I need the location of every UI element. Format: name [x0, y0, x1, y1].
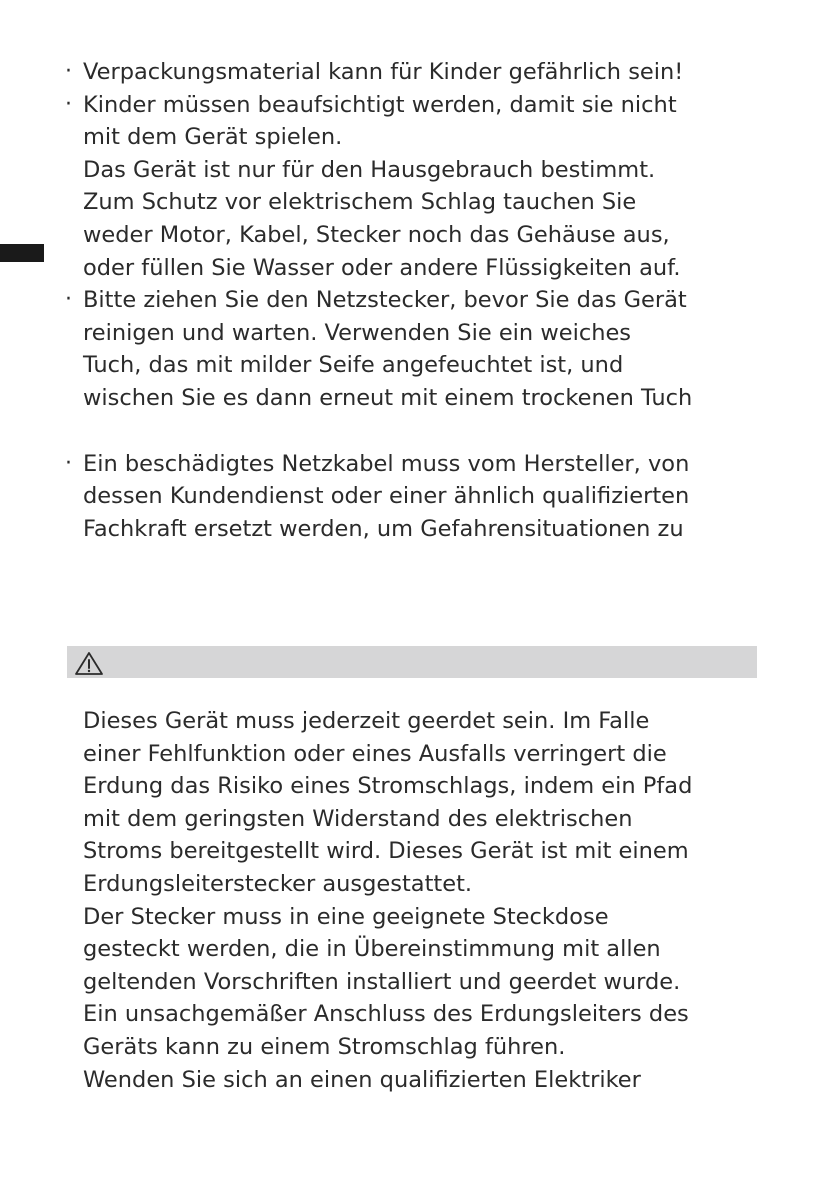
language-tab-marker	[0, 244, 44, 262]
text-line: weder Motor, Kabel, Stecker noch das Gehäuse aus,	[83, 221, 670, 248]
text-line: Zum Schutz vor elektrischem Schlag tauchen Sie	[83, 189, 637, 216]
text-line: Ein beschädigtes Netzkabel muss vom Hersteller, von	[83, 450, 690, 477]
text-line: mit dem geringsten Widerstand des elektrischen	[83, 805, 633, 832]
text-line: mit dem Gerät spielen.	[83, 124, 343, 151]
bullet-dot: ·	[65, 59, 72, 84]
bullet-item	[62, 448, 782, 546]
text-line: Wenden Sie sich an einen qualifizierten Elektriker	[83, 1066, 641, 1093]
text-line: dessen Kundendienst oder einer ähnlich qualifizierten	[83, 483, 690, 510]
text-line: Verpackungsmaterial kann für Kinder gefährlich sein!	[83, 59, 684, 85]
bullet-dot: ·	[65, 450, 72, 476]
bullet-dot: ·	[65, 91, 72, 117]
grounding-warning-text	[83, 705, 783, 1096]
text-line: Geräts kann zu einem Stromschlag führen.	[83, 1033, 566, 1060]
text-line: Stroms bereitgestellt wird. Dieses Gerät ist mit einem	[83, 838, 689, 865]
text-line: Dieses Gerät muss jederzeit geerdet sein. Im Falle	[83, 708, 650, 734]
bullet-item	[62, 89, 782, 285]
warning-triangle-icon	[73, 650, 105, 676]
text-line: Tuch, das mit milder Seife angefeuchtet ist, und	[83, 352, 624, 379]
bullet-dot: ·	[65, 287, 72, 313]
text-line: Das Gerät ist nur für den Hausgebrauch bestimmt.	[83, 156, 656, 183]
text-line: Bitte ziehen Sie den Netzstecker, bevor Sie das Gerät	[83, 287, 687, 314]
text-line: gesteckt werden, die in Übereinstimmung mit allen	[83, 936, 661, 963]
bullet-item	[62, 284, 782, 414]
bullet-item	[62, 56, 782, 89]
text-line: geltenden Vorschriften installiert und geerdet wurde.	[83, 968, 681, 995]
text-line: Erdung das Risiko eines Stromschlags, indem ein Pfad	[83, 773, 693, 800]
text-line: Der Stecker muss in eine geeignete Steckdose	[83, 903, 609, 930]
text-line: einer Fehlfunktion oder eines Ausfalls verringert die	[83, 740, 667, 767]
text-line: wischen Sie es dann erneut mit einem trockenen Tuch	[83, 384, 693, 411]
text-line: Erdungsleiterstecker ausgestattet.	[83, 870, 473, 897]
text-line: Ein unsachgemäßer Anschluss des Erdungsleiters des	[83, 1001, 689, 1028]
text-line: reinigen und warten. Verwenden Sie ein weiches	[83, 319, 632, 346]
warning-header-bar	[67, 646, 757, 678]
text-line: Fachkraft ersetzt werden, um Gefahrensituationen zu	[83, 515, 684, 542]
text-line: oder füllen Sie Wasser oder andere Flüssigkeiten auf.	[83, 254, 681, 281]
text-line: Kinder müssen beaufsichtigt werden, damit sie nicht	[83, 91, 677, 118]
safety-bullet-list	[62, 56, 782, 545]
